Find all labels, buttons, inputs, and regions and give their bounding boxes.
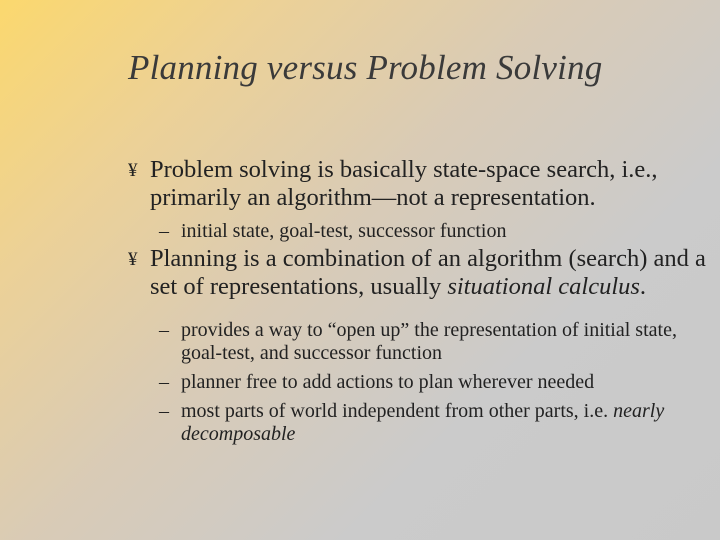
sub-bullet-open-up [128,319,708,365]
dash-icon: – [159,400,169,422]
bullet-text: Problem solving is basically state-space search, i.e., primarily an algorithm—not a representation. [150,156,658,211]
bullet-marker-icon: ¥ [128,160,138,181]
dash-icon: – [159,220,169,242]
dash-icon: – [159,371,169,393]
sub-bullet-text: planner free to add actions to plan wherever needed [181,371,595,393]
slide-title: Planning versus Problem Solving [128,48,603,87]
sub-bullet-problem-solving-components [128,220,708,243]
sub-bullet-text: provides a way to “open up” the representation of initial state, goal-test, and successor function [181,319,677,364]
bullet-italic-text: situational calculus [447,273,640,300]
dash-icon: – [159,319,169,341]
sub-bullet-italic-text: nearly decomposable [181,400,665,445]
bullet-text: Planning is a combination of an algorithm (search) and a set of representations, usually [150,245,706,300]
sub-bullet-text: initial state, goal-test, successor function [181,220,507,242]
sub-bullet-text: most parts of world independent from other parts, i.e. [181,400,614,422]
bullet-marker-icon: ¥ [128,249,138,270]
sub-bullet-world-independent [128,400,708,446]
bullet-text-end: . [639,273,647,300]
bullet-problem-solving [128,156,708,212]
sub-bullet-planner-free [128,371,708,394]
slide-content [128,156,708,446]
bullet-planning [128,245,708,301]
